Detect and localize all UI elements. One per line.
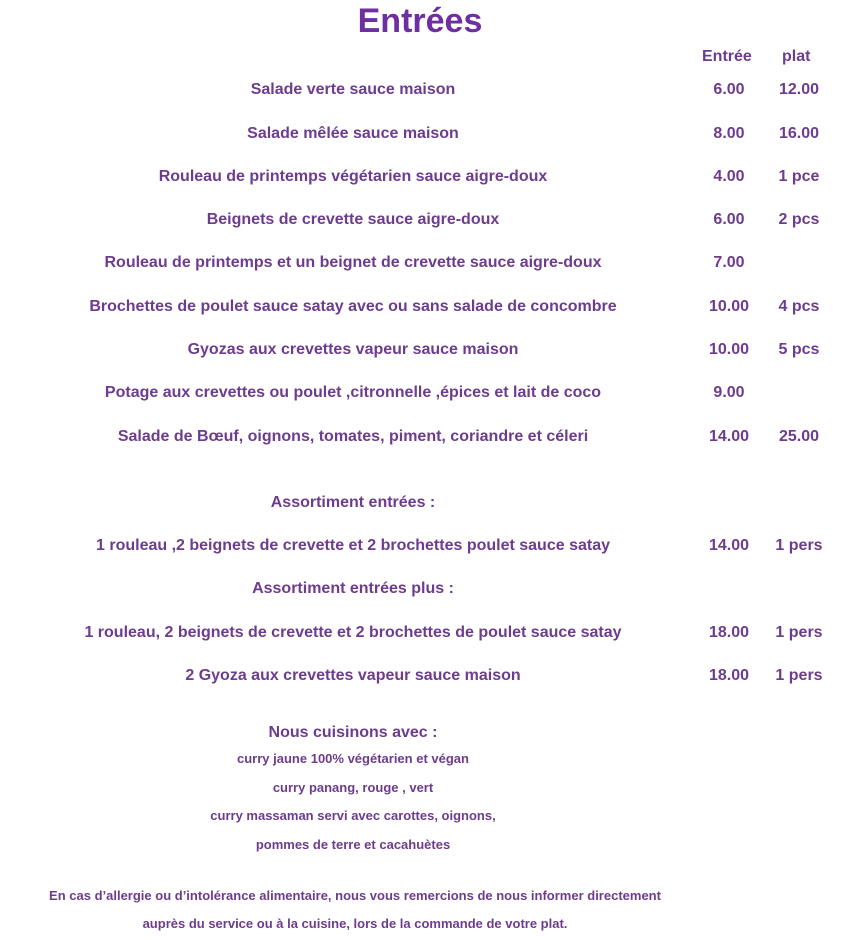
menu-item [0, 298, 867, 320]
menu-item-price: 10.00 [708, 341, 750, 358]
menu-item [0, 211, 867, 233]
menu-item [0, 384, 867, 406]
menu-item-name: Salade de Bœuf, oignons, tomates, piment, coriandre et céleri [117, 428, 589, 445]
menu-item-price: 14.00 [708, 537, 750, 554]
menu-item-price: 9.00 [713, 384, 745, 401]
menu-item [0, 667, 867, 689]
menu-item-plat: 2 pcs [778, 211, 820, 228]
menu-item-name: Gyozas aux crevettes vapeur sauce maison [187, 341, 519, 358]
menu-item-plat: 1 pers [775, 624, 823, 641]
menu-item [0, 254, 867, 276]
menu-item [0, 125, 867, 147]
menu-item [0, 537, 867, 559]
menu-item-plat: 25.00 [778, 428, 820, 445]
menu-item-plat: 1 pers [775, 667, 823, 684]
menu-item-price: 18.00 [708, 667, 750, 684]
menu-item-name: Rouleau de printemps et un beignet de crevette sauce aigre-doux [104, 254, 602, 271]
menu-item-plat: 1 pers [775, 537, 823, 554]
menu-item-price: 6.00 [713, 211, 745, 228]
menu-item-plat: 16.00 [778, 125, 820, 142]
menu-item-price: 8.00 [713, 125, 745, 142]
cuisine-title: Nous cuisinons avec : [268, 724, 438, 741]
curry-line: curry jaune 100% végétarien et végan [237, 751, 469, 766]
assortiment-plus-title: Assortiment entrées plus : [252, 580, 454, 597]
page-title: Entrées [357, 2, 483, 40]
menu-item-name: Brochettes de poulet sauce satay avec ou sans salade de concombre [89, 298, 617, 315]
column-header-entree: Entrée [702, 48, 752, 65]
column-header-plat: plat [782, 48, 811, 65]
menu-item-price: 10.00 [708, 298, 750, 315]
menu-item-plat: 4 pcs [778, 298, 820, 315]
curry-line: pommes de terre et cacahuètes [255, 837, 451, 852]
menu-item-name: Rouleau de printemps végétarien sauce aigre-doux [158, 168, 548, 185]
menu-item-plat: 1 pce [778, 168, 820, 185]
menu-item-price: 14.00 [708, 428, 750, 445]
menu-item-name: 1 rouleau, 2 beignets de crevette et 2 brochettes de poulet sauce satay [84, 624, 622, 641]
menu-item-name: 1 rouleau ,2 beignets de crevette et 2 brochettes poulet sauce satay [96, 537, 610, 554]
menu-item-name: 2 Gyoza aux crevettes vapeur sauce maison [185, 667, 521, 684]
assortiment-title: Assortiment entrées : [270, 494, 436, 511]
menu-item-plat: 5 pcs [778, 341, 820, 358]
menu-item-name: Salade mêlée sauce maison [247, 125, 459, 142]
menu-item [0, 168, 867, 190]
allergy-note-line: En cas d’allergie ou d’intolérance alimentaire, nous vous remercions de nous informer directement [49, 888, 661, 903]
menu-item-name: Beignets de crevette sauce aigre-doux [206, 211, 500, 228]
allergy-note-line: auprès du service ou à la cuisine, lors de la commande de votre plat. [142, 916, 568, 931]
curry-line: curry massaman servi avec carottes, oignons, [210, 808, 496, 823]
menu-item-price: 7.00 [713, 254, 745, 271]
menu-item-plat: 12.00 [778, 81, 820, 98]
menu-item [0, 341, 867, 363]
menu-item-price: 4.00 [713, 168, 745, 185]
menu-item [0, 428, 867, 450]
menu-item-name: Salade verte sauce maison [250, 81, 456, 98]
menu-item [0, 81, 867, 103]
curry-line: curry panang, rouge , vert [272, 780, 434, 795]
menu-item-price: 18.00 [708, 624, 750, 641]
menu-item-name: Potage aux crevettes ou poulet ,citronnelle ,épices et lait de coco [104, 384, 602, 401]
menu-item [0, 624, 867, 646]
menu-item-price: 6.00 [713, 81, 745, 98]
